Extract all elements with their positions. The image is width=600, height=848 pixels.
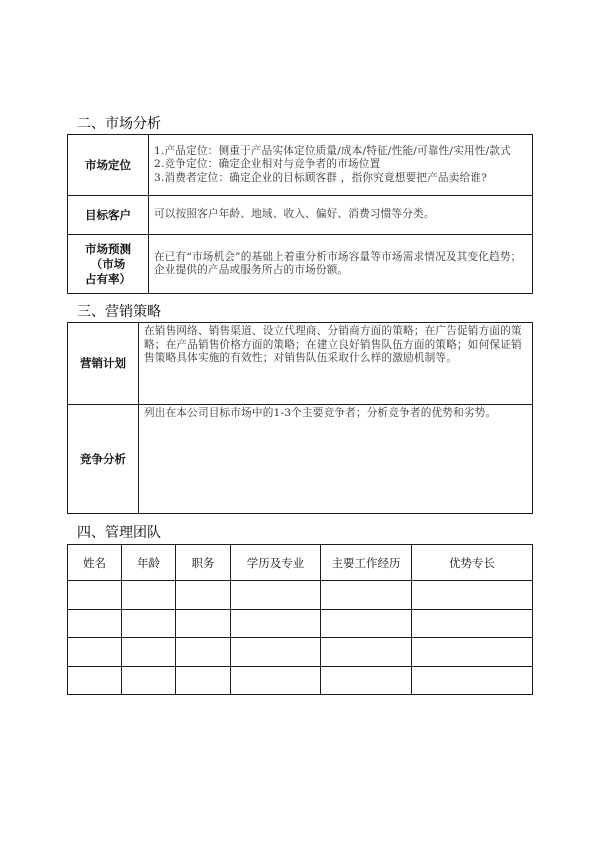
- row-label-market-forecast: [68, 235, 149, 294]
- table-cell[interactable]: [176, 581, 231, 610]
- table-cell[interactable]: [122, 638, 176, 667]
- management-team-table: [67, 544, 533, 695]
- text-line: 3.消费者定位：确定企业的目标顾客群 ，指你究竟想要把产品卖给谁?: [154, 171, 487, 184]
- column-header-position: 职务: [176, 545, 231, 581]
- text-line: 可以按照客户年龄、地域、收入、偏好、消费习惯等分类。: [154, 208, 435, 221]
- label-line: 占有率）: [85, 271, 131, 286]
- table-cell[interactable]: [321, 610, 412, 638]
- table-cell[interactable]: [122, 667, 176, 695]
- row-content-market-forecast: [149, 235, 533, 294]
- column-header-work-experience: 主要工作经历: [321, 545, 412, 581]
- table-cell[interactable]: [231, 667, 321, 695]
- row-label-marketing-plan: 营销计划: [68, 323, 139, 405]
- table-cell[interactable]: [68, 610, 122, 638]
- text-line: 2.竞争定位：确定企业相对与竞争者的市场位置: [154, 158, 381, 171]
- table-cell[interactable]: [412, 638, 533, 667]
- row-content-marketing-plan: [139, 323, 533, 405]
- text-line: 列出在本公司目标市场中的1-3个主要竞争者；分析竞争者的优势和劣势。: [144, 407, 497, 419]
- table-cell[interactable]: [321, 667, 412, 695]
- text-line: 在销售网络、销售渠道、设立代理商、分销商方面的策略；在广告促销方面的策略；在产品销售价格方面的策略；在建立良好销售队伍方面的策略；如何保证销售策略具体实施的有效性；对销售队伍采取什么样的激励机制等。: [144, 325, 522, 364]
- row-label-market-positioning: 市场定位: [68, 135, 149, 196]
- table-row: [68, 323, 533, 405]
- marketing-strategy-table: [67, 322, 533, 514]
- section-heading-management-team: 四、管理团队: [77, 525, 161, 541]
- table-cell[interactable]: [68, 638, 122, 667]
- table-row: [68, 610, 533, 638]
- table-cell[interactable]: [176, 638, 231, 667]
- table-cell[interactable]: [122, 581, 176, 610]
- table-cell[interactable]: [412, 581, 533, 610]
- table-cell[interactable]: [321, 581, 412, 610]
- table-row: [68, 667, 533, 695]
- row-content-competition-analysis: [139, 405, 533, 514]
- table-row: [68, 135, 533, 196]
- table-cell[interactable]: [176, 667, 231, 695]
- label-line: 市场预测: [85, 241, 131, 256]
- label-line: （市场: [90, 256, 126, 271]
- text-line: 1.产品定位：侧重于产品实体定位质量/成本/特征/性能/可靠性/实用性/款式: [154, 144, 511, 157]
- table-cell[interactable]: [68, 581, 122, 610]
- row-content-market-positioning: [149, 135, 533, 196]
- text-line: 在已有“市场机会”的基础上着重分析市场容量等市场需求情况及其变化趋势；企业提供的产品或服务所占的市场份额。: [154, 250, 522, 276]
- row-label-target-customers: 目标客户: [68, 196, 149, 235]
- table-cell[interactable]: [412, 667, 533, 695]
- row-content-target-customers: [149, 196, 533, 235]
- table-row: [68, 405, 533, 514]
- table-row: [68, 235, 533, 294]
- column-header-strengths: 优势专长: [412, 545, 533, 581]
- table-cell[interactable]: [68, 667, 122, 695]
- table-cell[interactable]: [231, 581, 321, 610]
- section-heading-marketing-strategy: 三、营销策略: [77, 304, 161, 320]
- table-cell[interactable]: [231, 638, 321, 667]
- table-header-row: [68, 545, 533, 581]
- table-cell[interactable]: [231, 610, 321, 638]
- table-cell[interactable]: [122, 610, 176, 638]
- section-heading-market-analysis: 二、市场分析: [77, 116, 161, 132]
- table-row: [68, 196, 533, 235]
- table-row: [68, 638, 533, 667]
- market-analysis-table: [67, 134, 533, 294]
- table-cell[interactable]: [321, 638, 412, 667]
- table-cell[interactable]: [412, 610, 533, 638]
- column-header-name: 姓名: [68, 545, 122, 581]
- column-header-age: 年龄: [122, 545, 176, 581]
- table-cell[interactable]: [176, 610, 231, 638]
- table-row: [68, 581, 533, 610]
- column-header-education: 学历及专业: [231, 545, 321, 581]
- row-label-competition-analysis: 竞争分析: [68, 405, 139, 514]
